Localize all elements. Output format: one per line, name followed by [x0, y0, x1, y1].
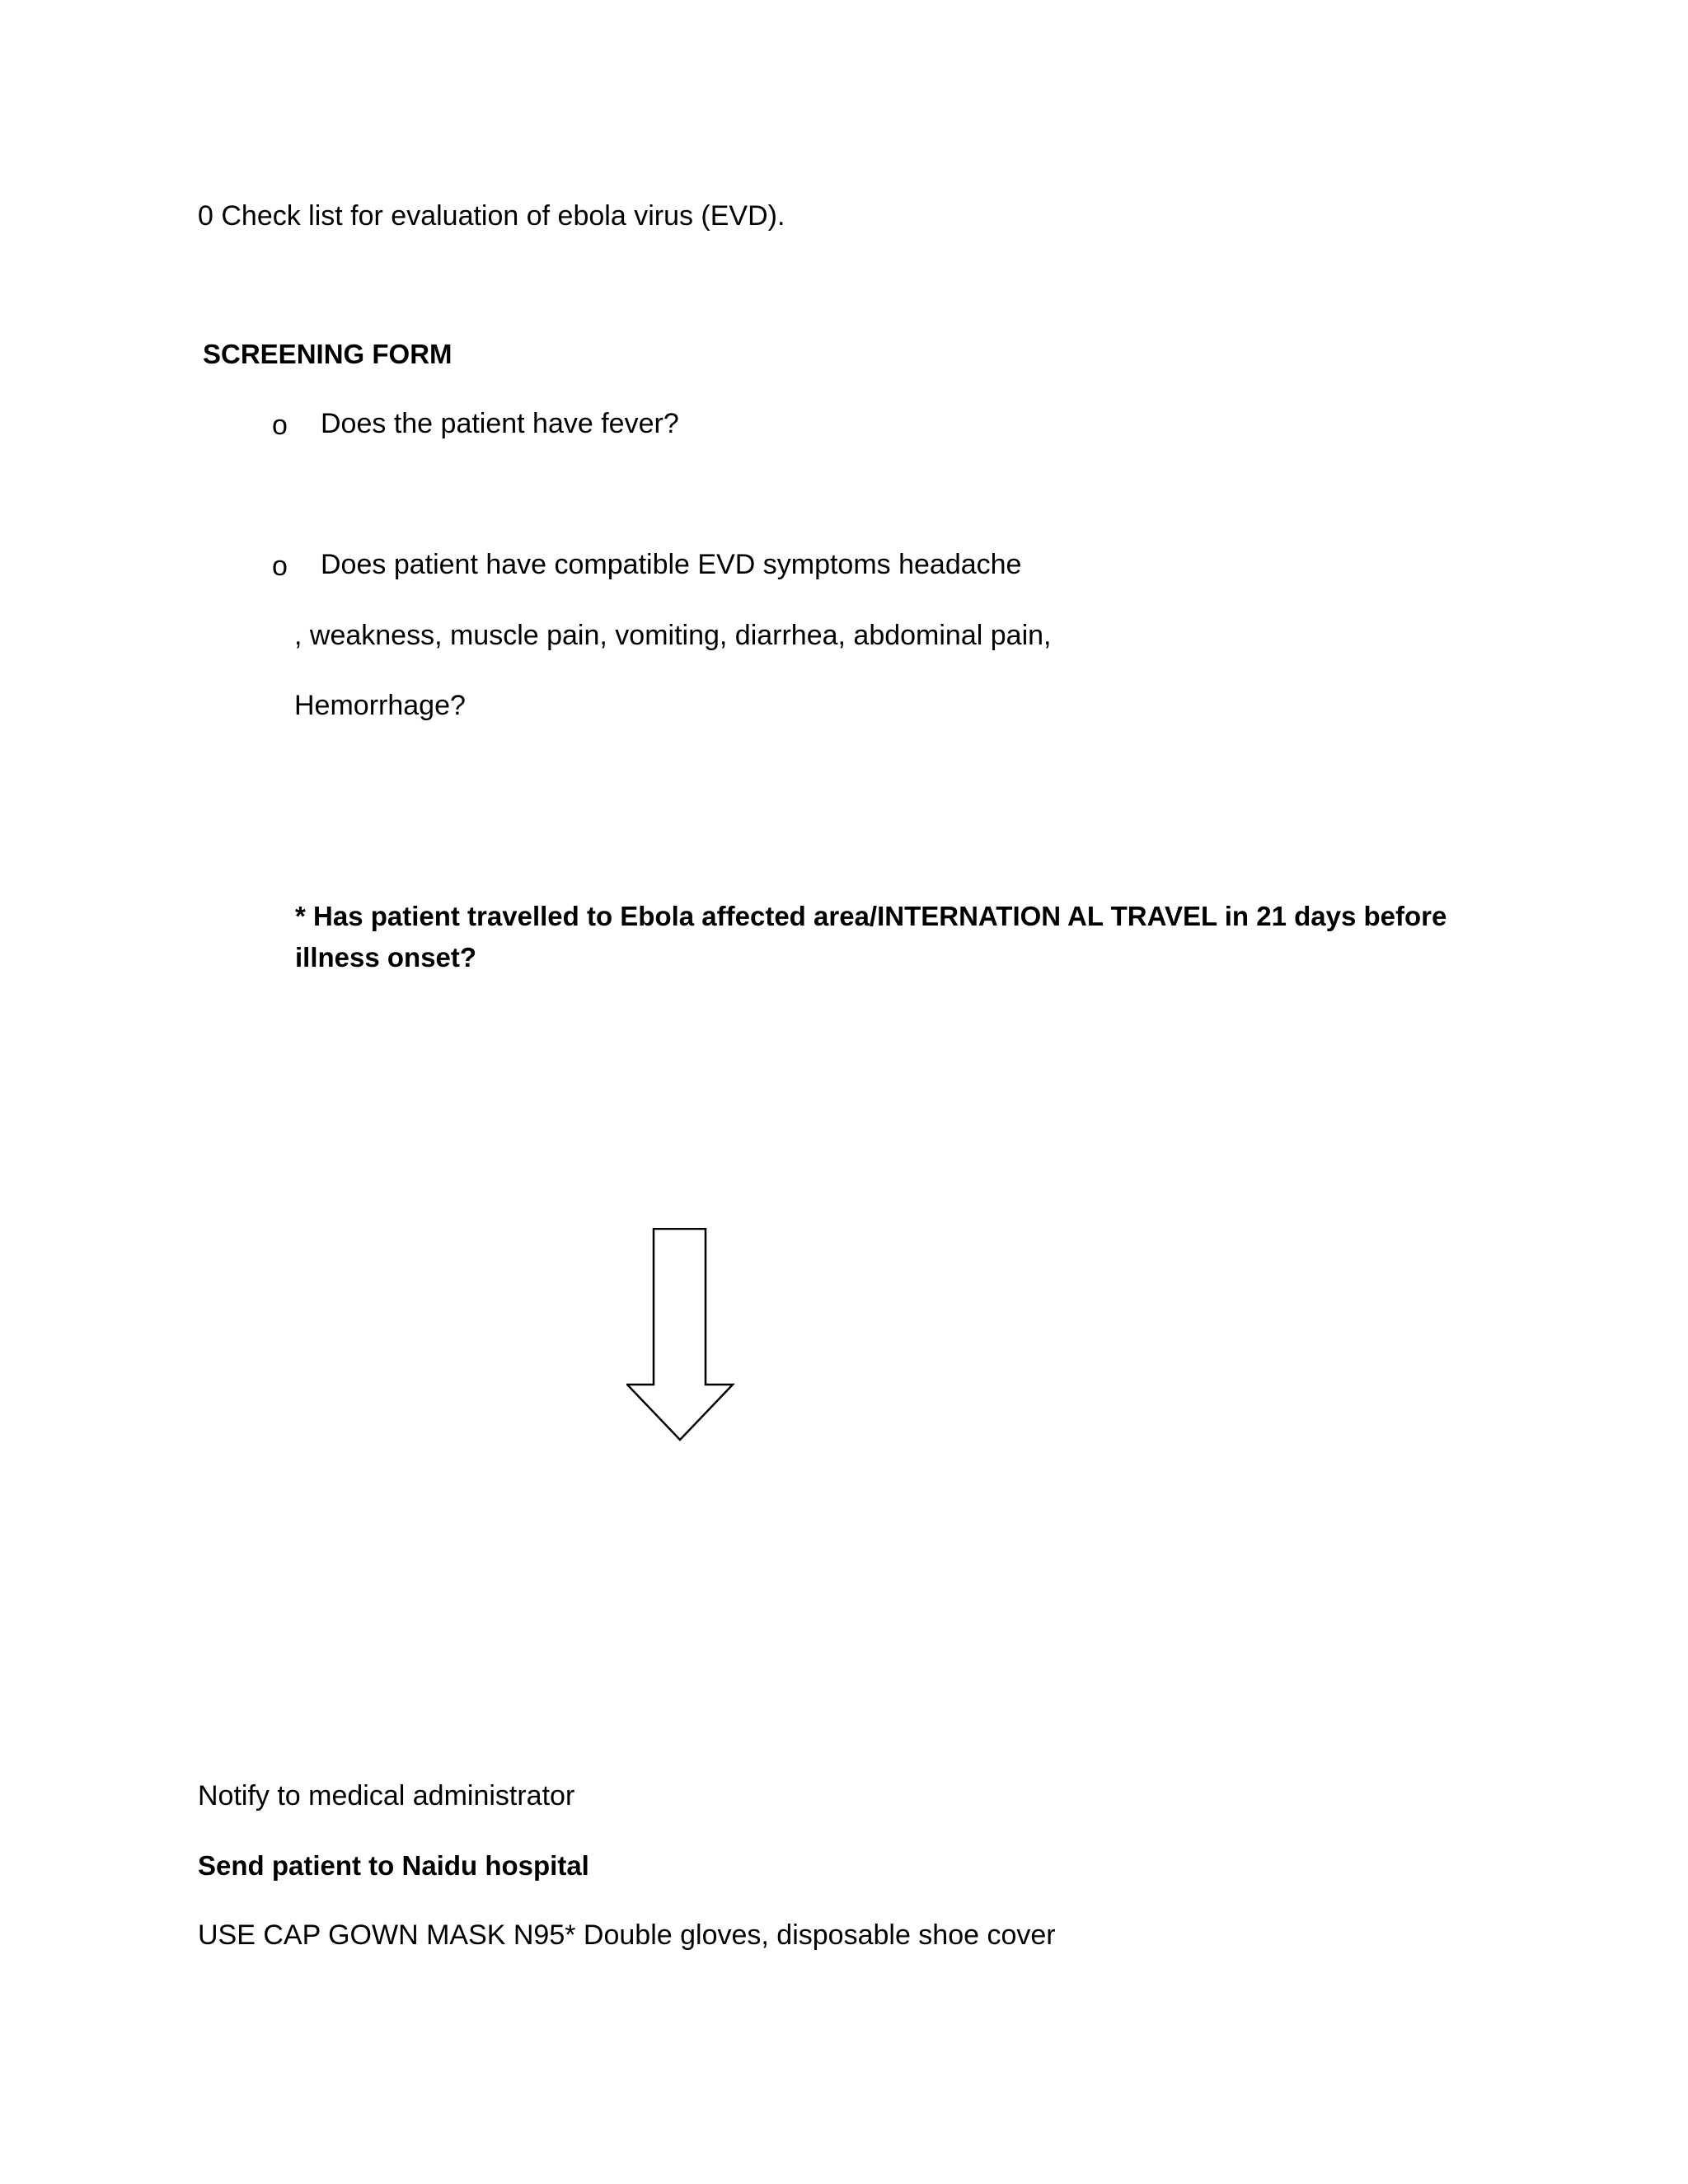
- symptoms-question-line-3: Hemorrhage?: [294, 690, 466, 721]
- bullet-icon: o: [272, 551, 288, 582]
- symptoms-question-line-2: , weakness, muscle pain, vomiting, diarrhea, abdominal pain,: [294, 620, 1052, 651]
- ppe-instruction: USE CAP GOWN MASK N95* Double gloves, disposable shoe cover: [198, 1919, 1056, 1951]
- fever-question: Does the patient have fever?: [321, 408, 679, 439]
- document-title: 0 Check list for evaluation of ebola virus (EVD).: [198, 200, 785, 232]
- travel-question-line-1: * Has patient travelled to Ebola affected area/INTERNATION AL TRAVEL in 21 days before: [295, 901, 1447, 931]
- notify-instruction: Notify to medical administrator: [198, 1780, 575, 1811]
- down-arrow-icon: [626, 1228, 735, 1444]
- bullet-icon: o: [272, 410, 288, 441]
- screening-form-heading: SCREENING FORM: [203, 339, 452, 369]
- symptoms-question-line-1: Does patient have compatible EVD symptoms headache: [321, 549, 1022, 580]
- send-instruction: Send patient to Naidu hospital: [198, 1850, 589, 1881]
- travel-question-line-2: illness onset?: [295, 942, 477, 972]
